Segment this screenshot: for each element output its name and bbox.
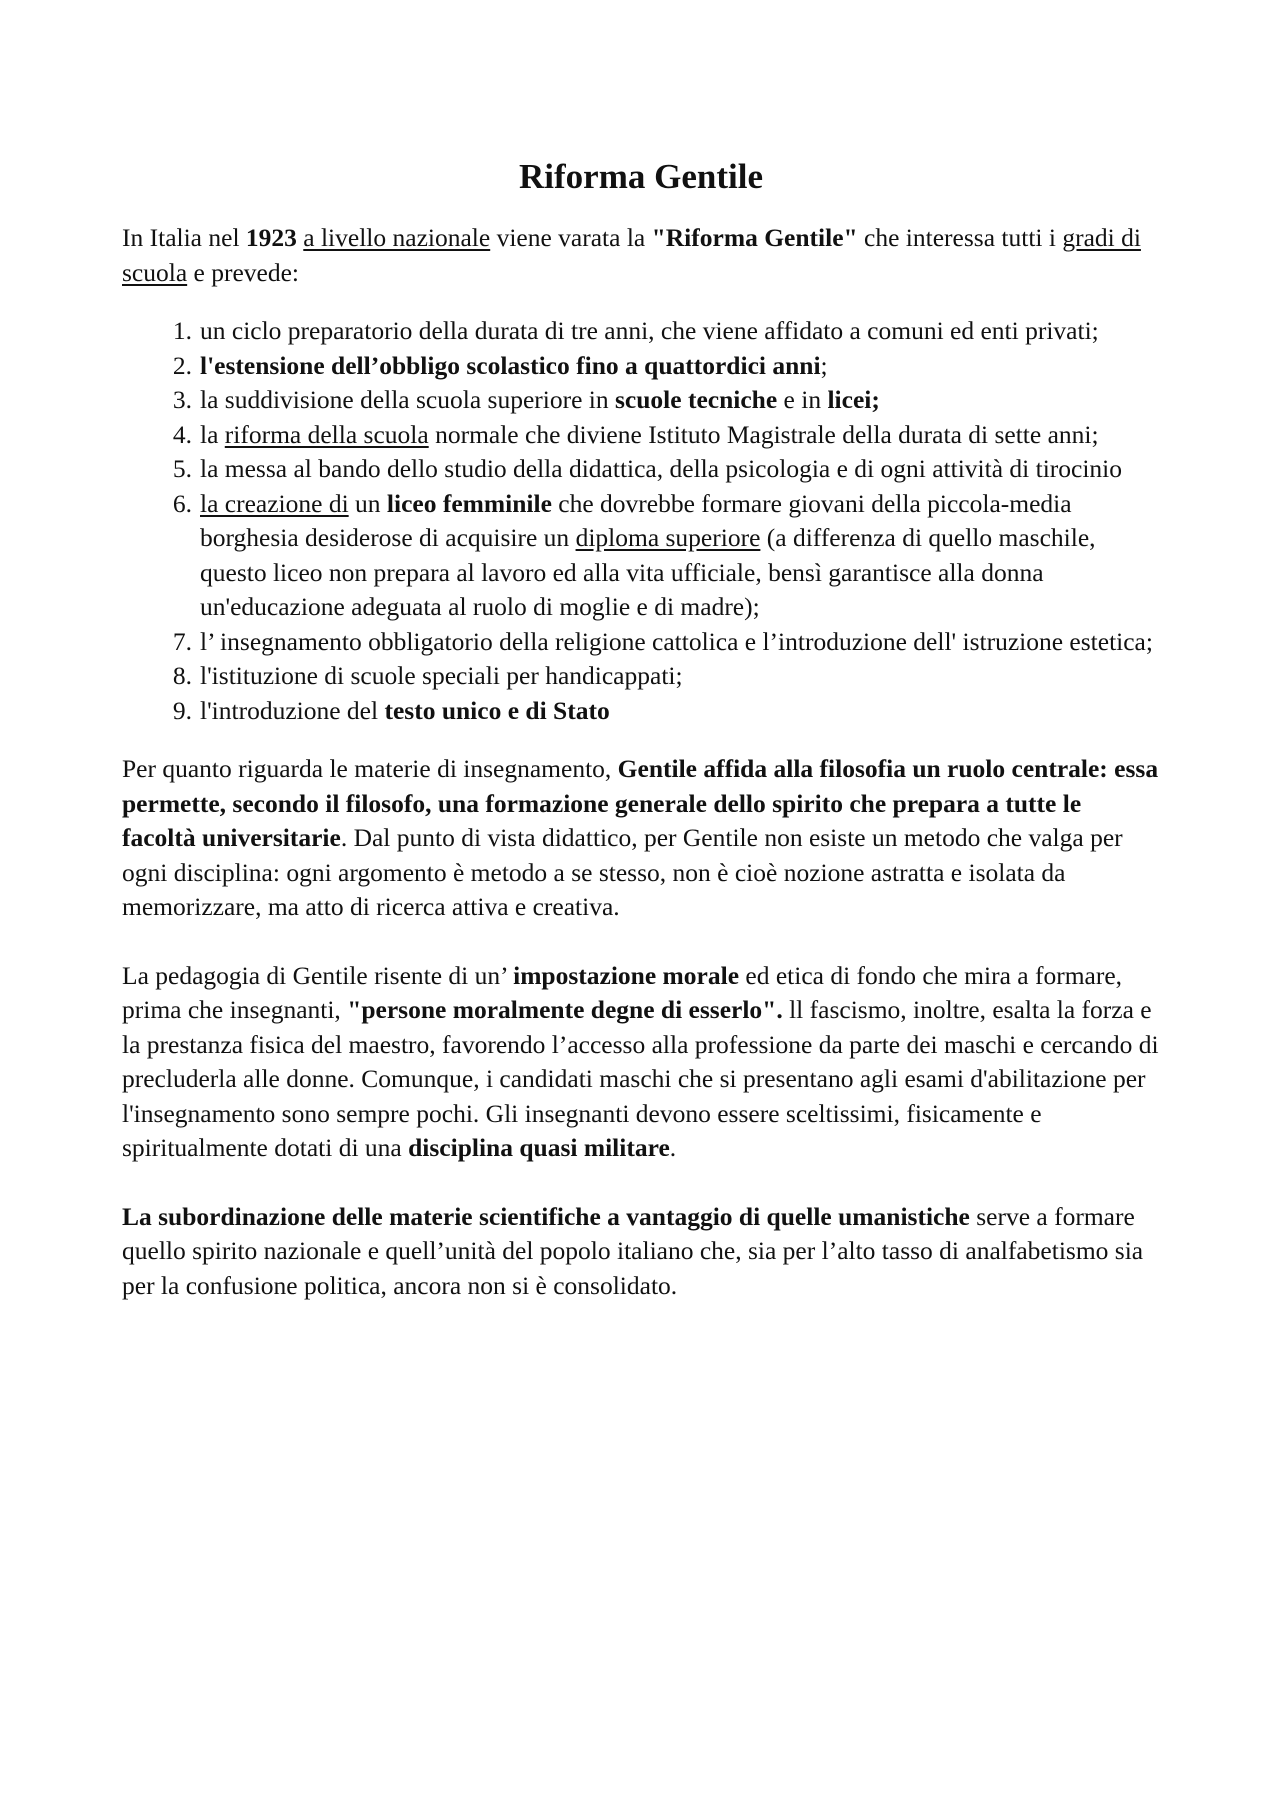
list-item (122, 418, 1160, 453)
list-item (122, 314, 1160, 349)
list-text (200, 454, 1122, 483)
bold-text: scuole tecniche (615, 385, 778, 414)
list-text (200, 696, 610, 725)
list-item (122, 487, 1160, 625)
list-text (200, 627, 1153, 656)
bold-text: "Riforma Gentile" (651, 223, 858, 252)
text-run: la suddivisione della scuola superiore in (200, 385, 615, 414)
list-text (200, 420, 1099, 449)
page-title: Riforma Gentile (519, 157, 763, 196)
list-number: 6. (172, 488, 192, 518)
list-item (122, 383, 1160, 418)
list-number: 8. (172, 661, 192, 690)
paragraph-pedagogia (122, 959, 1160, 1166)
text-run: che dovrebbe formare giovani della piccola-media borghesia desiderose di acquisire un (200, 488, 1072, 552)
text-run: ; (820, 350, 828, 380)
list-item (122, 694, 1160, 729)
list-text (200, 661, 683, 690)
text-run: un ciclo preparatorio della durata di tre anni, che viene affidato a comuni ed enti privati; (200, 316, 1099, 345)
paragraph-filosofia (122, 752, 1160, 925)
list-number: 2. (172, 350, 192, 380)
list-text (200, 489, 1096, 622)
underlined-text: gradi di scuola (122, 223, 1141, 287)
text-run: l'introduzione del (200, 695, 385, 725)
bold-text: disciplina quasi militare (408, 1133, 670, 1162)
list-item (122, 349, 1160, 384)
list-text (200, 351, 828, 380)
list-text (200, 385, 880, 414)
list-item (122, 452, 1160, 487)
text-run: e prevede: (187, 257, 300, 287)
text-run: (a differenza di quello maschile, questo liceo non prepara al lavoro ed alla vita ufficiale, bensì garantisce alla donna un'educazione adeguata al ruolo di moglie e di madre); (200, 523, 1096, 621)
text-run: serve a formare quello spirito nazionale e quell’unità del popolo italiano che, sia per l’alto tasso di analfabetismo sia per la confusione politica, ancora non si è consolidato. (122, 1201, 1144, 1300)
underlined-text: a livello nazionale (303, 223, 491, 252)
underlined-text: la creazione di (200, 488, 349, 518)
text-run: ed etica di fondo che mira a formare, prima che insegnanti, (122, 960, 1123, 1024)
bold-text: impostazione morale (513, 960, 740, 990)
bold-text: Gentile affida alla filosofia un ruolo centrale: essa permette, secondo il filosofo, una formazione generale dello spirito che prepara a tutte le facoltà universitarie (122, 754, 1159, 852)
list-number: 9. (172, 695, 192, 725)
text-run: viene varata la (490, 223, 652, 252)
bold-text: "persone moralmente degne di esserlo". (347, 995, 783, 1024)
bold-text: La subordinazione delle materie scientifiche a vantaggio di quelle umanistiche (122, 1201, 970, 1231)
list-number: 4. (172, 419, 192, 449)
text-run: e in (777, 385, 828, 414)
text-run: un (348, 488, 387, 518)
text-run: normale che diviene Istituto Magistrale della durata di sette anni; (428, 419, 1099, 449)
intro-paragraph (122, 221, 1160, 290)
list-number: 1. (172, 316, 192, 345)
bold-text: 1923 (245, 223, 297, 252)
list-item (122, 659, 1160, 694)
text-run: l'istituzione di scuole speciali per handicappati; (200, 661, 683, 690)
bold-text: l'estensione dell’obbligo scolastico fino a quattordici anni (200, 350, 821, 380)
underlined-text: diploma superiore (575, 523, 761, 552)
list-text (200, 316, 1099, 345)
bold-text: licei; (827, 385, 880, 414)
text-run: la (200, 419, 225, 449)
text-run: l’ insegnamento obbligatorio della religione cattolica e l’introduzione dell' istruzione estetica; (200, 626, 1153, 656)
text-run: che interessa tutti i (857, 223, 1063, 252)
text-run: . Dal punto di vista didattico, per Gentile non esiste un metodo che valga per ogni disciplina: ogni argomento è metodo a se stesso, non è cioè nozione astratta e isolata da memorizzare, ma atto di ricerca attiva e creativa. (122, 823, 1123, 921)
list-number: 5. (172, 454, 192, 483)
list-item (122, 625, 1160, 660)
text-run: ll fascismo, inoltre, esalta la forza e la prestanza fisica del maestro, favorendo l’accesso alla professione da parte dei maschi e cercando di precluderla alle donne. Comunque, i candidati maschi che si presentano agli esami d'abilitazione per l'insegnamento sono sempre pochi. Gli insegnanti devono essere sceltissimi, fisicamente e spiritualmente dotati di una (122, 995, 1159, 1162)
list-number: 3. (172, 385, 192, 414)
list-number: 7. (172, 626, 192, 656)
reform-list (122, 314, 1160, 728)
text-run: La pedagogia di Gentile risente di un’ (122, 960, 514, 990)
text-run: . (669, 1133, 677, 1162)
text-run: Per quanto riguarda le materie di insegnamento, (122, 754, 618, 783)
text-run: la messa al bando dello studio della didattica, della psicologia e di ogni attività di tirocinio (200, 454, 1123, 483)
bold-text: testo unico e di Stato (384, 695, 610, 725)
paragraph-subordinazione (122, 1200, 1160, 1304)
underlined-text: riforma della scuola (224, 419, 429, 449)
text-run: In Italia nel (122, 223, 246, 252)
bold-text: liceo femminile (386, 488, 552, 518)
